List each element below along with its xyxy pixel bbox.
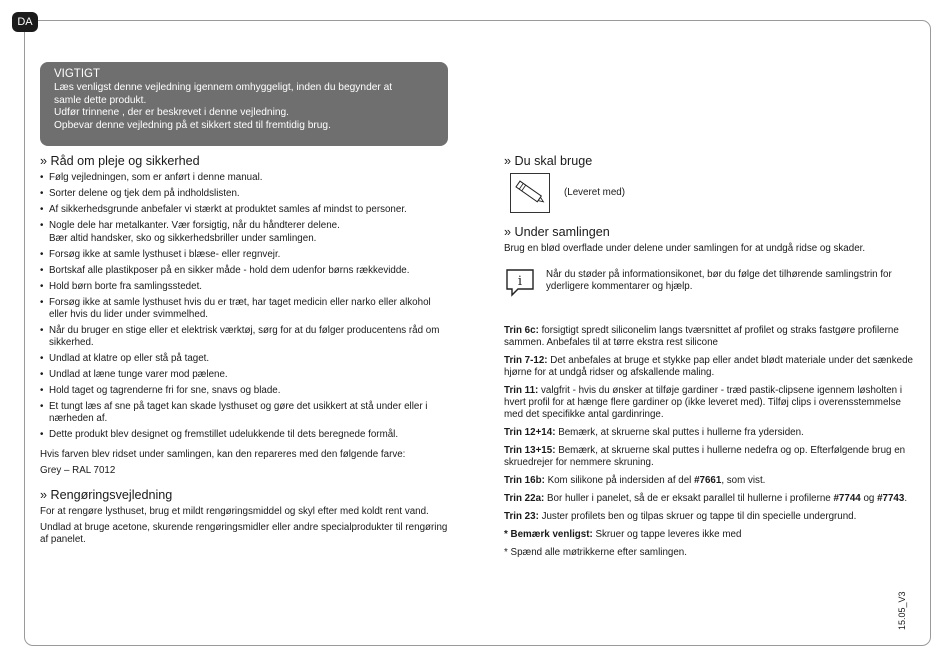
tool-row: [510, 173, 914, 213]
tools-title: » Du skal bruge: [504, 154, 593, 168]
care-item: • Sorter delene og tjek dem på indholdslisten.: [40, 188, 450, 200]
care-item: • Følg vejledningen, som er anført i denne manual.: [40, 172, 450, 184]
care-item: • Nogle dele har metalkanter. Vær forsigtig, når du håndterer delene.: [40, 220, 450, 232]
info-icon: [504, 267, 536, 297]
care-list: [40, 172, 450, 441]
care-item: • Hold børn borte fra samlingsstedet.: [40, 281, 450, 293]
care-item: • Forsøg ikke at samle lysthuset hvis du er træt, har taget medicin eller narko eller alkohol eller hvis du lider under svimmelhed.: [40, 297, 450, 321]
important-line: Udfør trinnene , der er beskrevet i denne vejledning.: [54, 107, 290, 118]
care-item: • Undlad at klatre op eller stå på taget.: [40, 353, 450, 365]
care-item: • Dette produkt blev designet og fremstillet udelukkende til dets beregnede formål.: [40, 429, 450, 441]
repair-color: Grey – RAL 7012: [40, 465, 116, 476]
care-item: Bær altid handsker, sko og sikkerhedsbriller under samlingen.: [49, 233, 317, 244]
left-column: [40, 154, 450, 550]
right-column: [504, 154, 914, 565]
cleaning-title: » Rengøringsvejledning: [40, 488, 173, 502]
care-item: • Når du bruger en stige eller et elektrisk værktøj, sørg for at du følger producentens råd om sikkerhed.: [40, 325, 450, 349]
important-line: Opbevar denne vejledning på et sikkert sted til fremtidig brug.: [54, 119, 331, 131]
care-item: • Hold taget og tagrenderne fri for sne, snavs og blade.: [40, 385, 450, 397]
important-line: Læs venligst denne vejledning igennem omhyggeligt, inden du begynder at: [54, 82, 393, 93]
care-item: • Forsøg ikke at samle lysthuset i blæse- eller regnvejr.: [40, 249, 450, 261]
important-line: samle dette produkt.: [54, 94, 147, 106]
step-note: * Spænd alle møtrikkerne efter samlingen.: [504, 547, 687, 558]
care-item: • Et tungt læs af sne på taget kan skade lysthuset og gøre det usikkert at stå under eller i nærheden af.: [40, 401, 450, 425]
step-note: Trin 11: valgfrit - hvis du ønsker at tilføje gardiner - træd pastik-clipsene igennem løsholten i hvert profil for at hænge flere gardiner op (ikke leveret med). Tilføj clips i overensstemmelse med det specifikke antal gardinringe.: [504, 385, 903, 420]
cleaning-para: For at rengøre lysthuset, brug et mildt rengøringsmiddel og skyl efter med koldt rent vand.: [40, 506, 429, 517]
important-title: VIGTIGT: [54, 68, 100, 80]
step-note: * Bemærk venligst: Skruer og tappe leveres ikke med: [504, 529, 742, 540]
info-text: Når du støder på informationsikonet, bør du følge det tilhørende samlingstrin for yderligere kommentarer og hjælp.: [546, 269, 892, 292]
assembly-title: » Under samlingen: [504, 225, 610, 239]
info-row: [504, 267, 914, 297]
step-note: Trin 13+15: Bemærk, at skruerne skal puttes i hullerne nedefra og op. Efterfølgende brug en skruedrejer for nemmere skruning.: [504, 445, 906, 468]
step-note: Trin 12+14: Bemærk, at skruerne skal puttes i hullerne fra ydersiden.: [504, 427, 804, 438]
important-notice: [40, 62, 448, 146]
version-label: 15.05_V3: [897, 591, 907, 630]
svg-text:i: i: [517, 274, 523, 289]
care-item: • Af sikkerhedsgrunde anbefaler vi stærkt at produktet samles af mindst to personer.: [40, 204, 450, 216]
step-note: Trin 16b: Kom silikone på indersiden af del #7661, som vist.: [504, 475, 766, 486]
silicone-tube-icon: [510, 173, 550, 213]
language-badge: DA: [12, 12, 38, 32]
step-note: Trin 22a: Bor huller i panelet, så de er eksakt parallel til hullerne i profilerne #7744 og #7743.: [504, 493, 908, 504]
cleaning-para: Undlad at bruge acetone, skurende rengøringsmidler eller andre specialprodukter til rengøring af panelet.: [40, 522, 448, 545]
step-note: Trin 6c: forsigtigt spredt siliconelim langs tværsnittet af profilet og straks fastgøre profilerne sammen. Anbefales til at tørre ekstra rest silicone: [504, 325, 899, 348]
care-title: » Råd om pleje og sikkerhed: [40, 154, 200, 168]
assembly-para: Brug en blød overflade under delene under samlingen for at undgå ridse og skader.: [504, 243, 866, 254]
repair-note: Hvis farven blev ridset under samlingen, kan den repareres med den følgende farve:: [40, 449, 406, 460]
tool-supplied-label: (Leveret med): [564, 187, 625, 198]
step-note: Trin 23: Juster profilets ben og tilpas skruer og tappe til din specielle undergrund.: [504, 511, 857, 522]
care-item: • Bortskaf alle plastikposer på en sikker måde - hold dem udenfor børns rækkevidde.: [40, 265, 450, 277]
step-note: Trin 7-12: Det anbefales at bruge et stykke pap eller andet blødt materiale under det sænkede hjørne for at undgå ridser og afskallende maling.: [504, 355, 913, 378]
care-item: • Undlad at læne tunge varer mod pælene.: [40, 369, 450, 381]
